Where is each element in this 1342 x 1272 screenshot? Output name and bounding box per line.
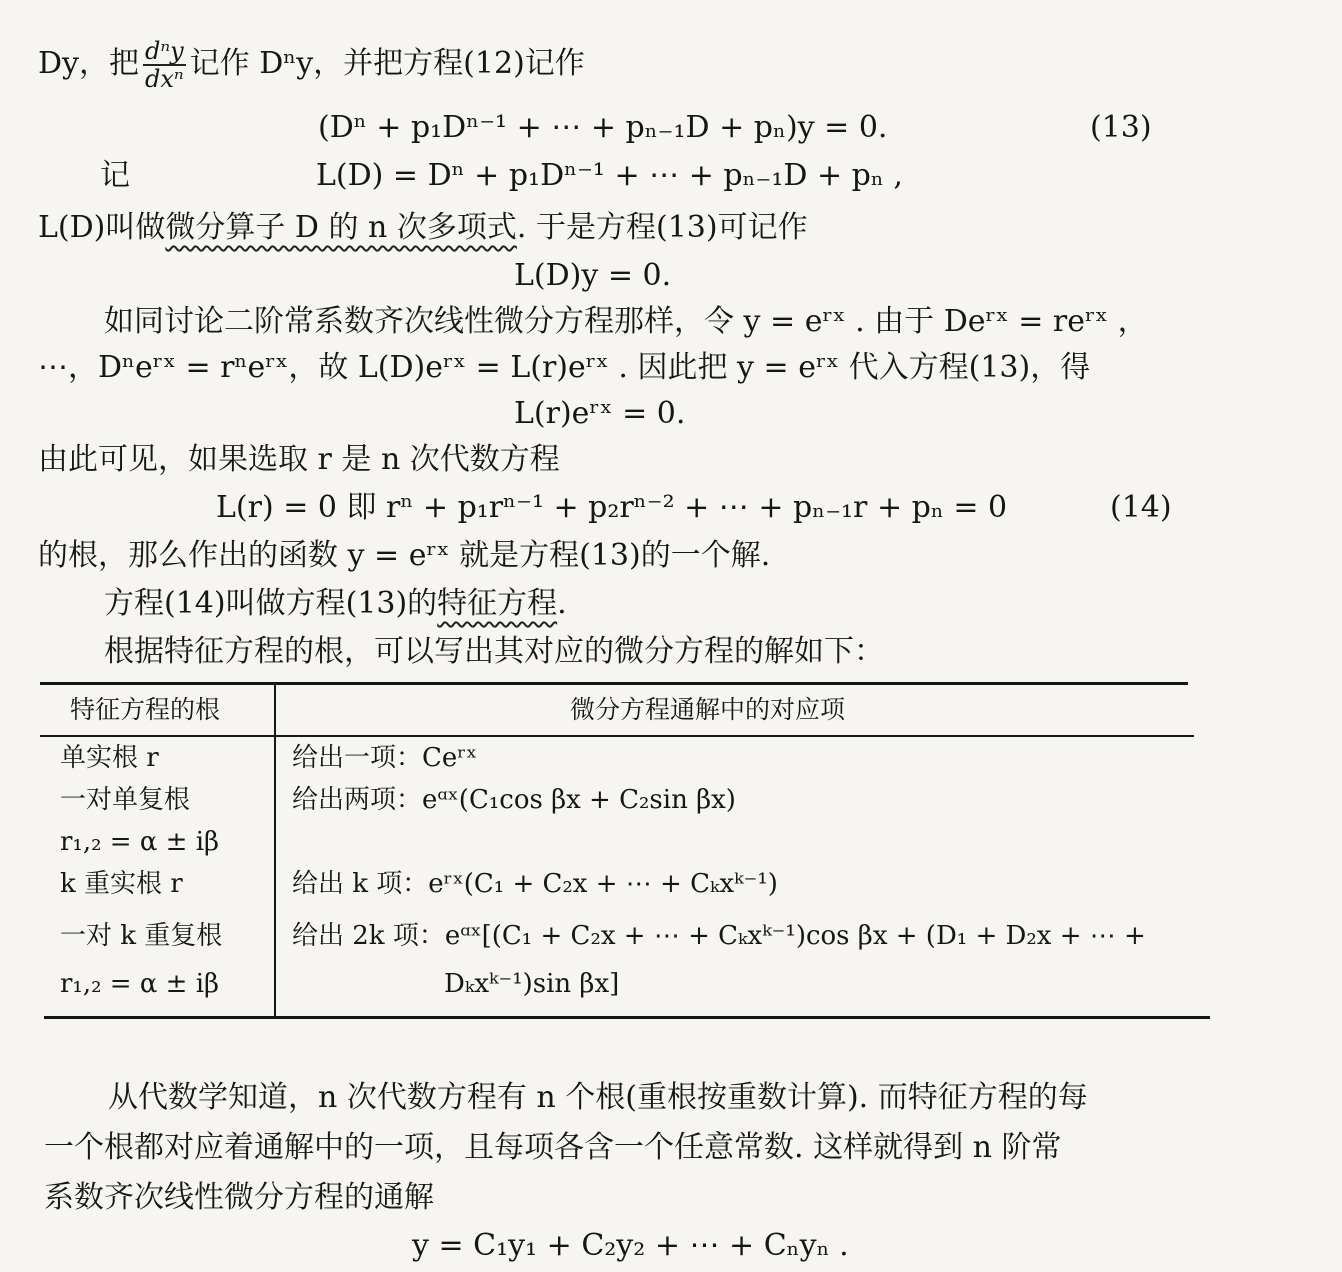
operator-term-highlight: 微分算子 D 的 n 次多项式	[165, 210, 517, 245]
ji-label: 记	[100, 158, 130, 193]
table-row-term: 给出 2k 项：eᵅˣ[(C₁ + C₂x + ⋯ + Cₖxᵏ⁻¹)cos βx + (D₁ + D₂x + ⋯ +	[292, 921, 1146, 951]
table-row-root: 一对单复根	[60, 785, 191, 815]
equation-lr: L(r)eʳˣ = 0.	[514, 396, 686, 431]
table-row-root: k 重实根 r	[60, 869, 183, 899]
table-row-term: 给出两项：eᵅˣ(C₁cos βx + C₂sin βx)	[292, 785, 736, 815]
fraction-numerator: dⁿy	[145, 37, 184, 65]
table-row-term: 给出一项：Ceʳˣ	[292, 743, 478, 773]
characteristic-term-highlight: 特征方程	[437, 586, 558, 621]
paragraph-characteristic	[104, 584, 567, 624]
table-row-term: 给出 k 项：eʳˣ(C₁ + C₂x + ⋯ + Cₖxᵏ⁻¹)	[292, 869, 778, 899]
equation-13-number: (13)	[1090, 110, 1152, 145]
general-solution-equation: y = C₁y₁ + C₂y₂ + ⋯ + Cₙyₙ .	[412, 1228, 849, 1263]
intro-line-pre: Dy，把	[38, 46, 140, 81]
closing-paragraph-2: 一个根都对应着通解中的一项，且每项各含一个任意常数. 这样就得到 n 阶常	[44, 1130, 1062, 1165]
operator-line-post: . 于是方程(13)可记作	[516, 210, 808, 245]
paragraph-solution: 的根，那么作出的函数 y = eʳˣ 就是方程(13)的一个解.	[38, 538, 771, 573]
derivative-fraction	[143, 38, 186, 92]
closing-paragraph-1: 从代数学知道，n 次代数方程有 n 个根(重根按重数计算). 而特征方程的每	[108, 1080, 1088, 1115]
paragraph-choose-r: 由此可见，如果选取 r 是 n 次代数方程	[38, 442, 560, 477]
fraction-denominator: dxⁿ	[145, 65, 184, 93]
table-row-root: r₁,₂ = α ± iβ	[60, 969, 220, 999]
paragraph-table-intro: 根据特征方程的根，可以写出其对应的微分方程的解如下：	[104, 634, 884, 669]
intro-line	[38, 38, 585, 92]
equation-14: L(r) = 0 即 rⁿ + p₁rⁿ⁻¹ + p₂rⁿ⁻² + ⋯ + pₙ₋₁r + pₙ = 0	[216, 490, 1008, 525]
equation-ld-y: L(D)y = 0.	[514, 258, 672, 293]
operator-polynomial-line	[38, 208, 808, 248]
characteristic-pre: 方程(14)叫做方程(13)的	[104, 586, 438, 621]
table-bottom-rule	[44, 1016, 1210, 1019]
equation-14-number: (14)	[1110, 490, 1172, 525]
table-header-roots: 特征方程的根	[70, 695, 221, 724]
table-row-root: 一对 k 重复根	[60, 921, 223, 951]
table-header-terms: 微分方程通解中的对应项	[570, 695, 846, 724]
table-column-divider	[274, 684, 276, 1016]
table-row-root: r₁,₂ = α ± iβ	[60, 827, 220, 857]
closing-paragraph-3: 系数齐次线性微分方程的通解	[44, 1180, 434, 1215]
table-top-rule	[40, 682, 1188, 685]
operator-definition: L(D) = Dⁿ + p₁Dⁿ⁻¹ + ⋯ + pₙ₋₁D + pₙ ,	[316, 158, 903, 193]
equation-13: (Dⁿ + p₁Dⁿ⁻¹ + ⋯ + pₙ₋₁D + pₙ)y = 0.	[318, 110, 888, 145]
characteristic-post: .	[557, 586, 567, 621]
intro-line-post: 记作 Dⁿy，并把方程(12)记作	[189, 46, 585, 81]
paragraph-substitution-2: ⋯，Dⁿeʳˣ = rⁿeʳˣ，故 L(D)eʳˣ = L(r)eʳˣ . 因此把 y = eʳˣ 代入方程(13)，得	[38, 350, 1091, 385]
table-row-root: 单实根 r	[60, 743, 159, 773]
operator-line-pre: L(D)叫做	[38, 210, 166, 245]
table-header-rule	[40, 735, 1194, 737]
paragraph-substitution-1: 如同讨论二阶常系数齐次线性微分方程那样，令 y = eʳˣ . 由于 Deʳˣ = reʳˣ ，	[104, 304, 1148, 339]
table-row-term: Dₖxᵏ⁻¹)sin βx]	[444, 969, 620, 999]
